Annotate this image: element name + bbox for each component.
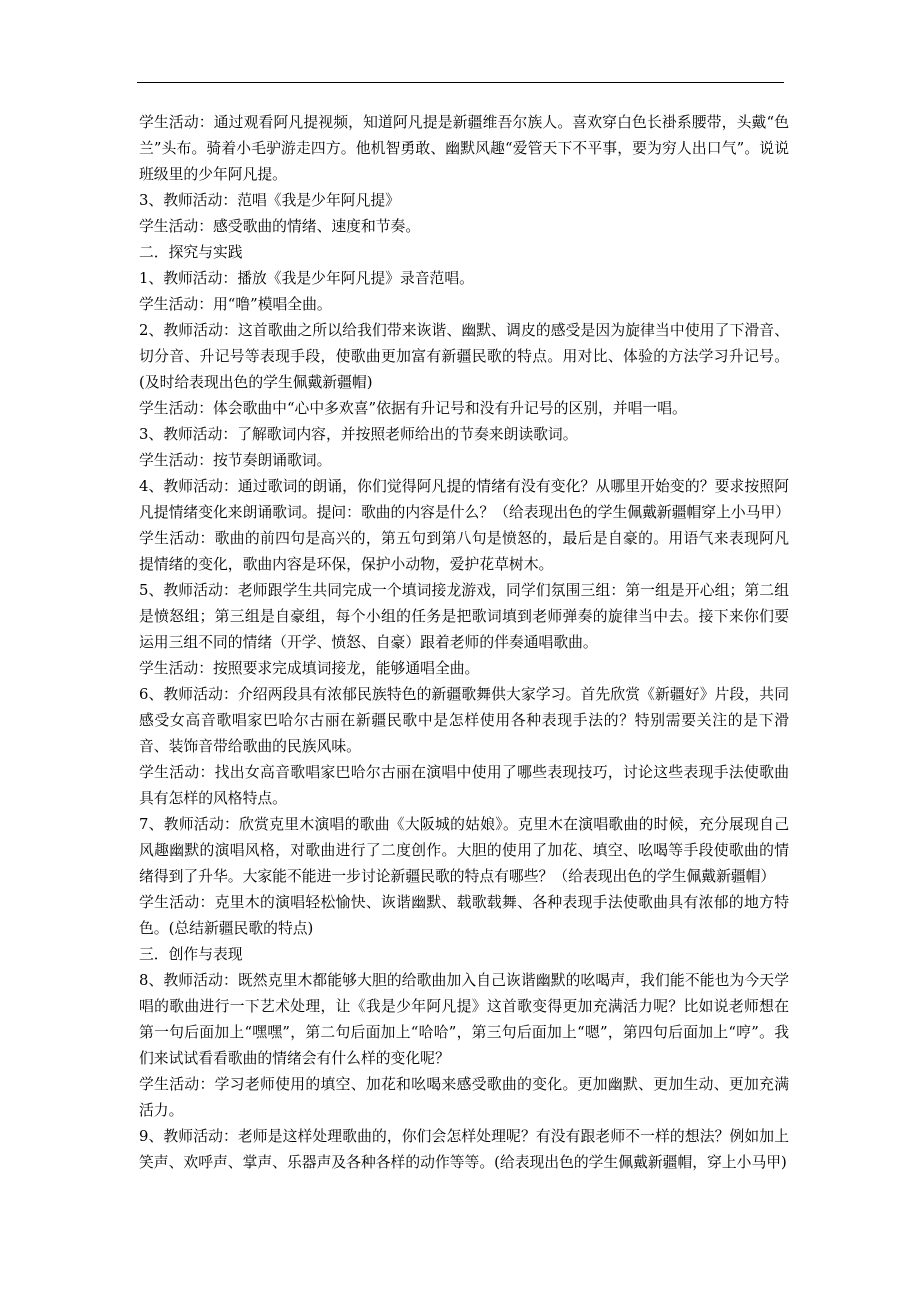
paragraph-teacher-activity-1: 1、教师活动：播放《我是少年阿凡提》录音范唱。 [139,270,474,287]
paragraph-teacher-activity-4: 4、教师活动：通过歌词的朗诵，你们觉得阿凡提的情绪有没有变化？从哪里开始变的？要求按照阿凡提情绪变化来朗诵歌词。提问：歌曲的内容是什么？（给表现出色的学生佩戴新疆帽穿上小马甲） [139,478,791,521]
paragraph-student-activity: 学生活动：歌曲的前四句是高兴的，第五句到第八句是愤怒的，最后是自豪的。用语气来表现阿凡提情绪的变化，歌曲内容是环保，保护小动物，爱护花草树木。 [139,530,789,573]
paragraph-student-activity: 学生活动：用“噜”模唱全曲。 [139,296,332,313]
header-rule [137,82,784,83]
paragraph-student-activity-intro: 学生活动：通过观看阿凡提视频，知道阿凡提是新疆维吾尔族人。喜欢穿白色长褂系腰带，头戴“色兰”头布。骑着小毛驴游走四方。他机智勇敢、幽默风趣“爱管天下不平事，要为穷人出口气”。说说班级里的少年阿凡提。 [139,114,789,183]
paragraph-teacher-activity-8: 8、教师活动：既然克里木都能够大胆的给歌曲加入自己诙谐幽默的吆喝声，我们能不能也为今天学唱的歌曲进行一下艺术处理，让《我是少年阿凡提》这首歌变得更加充满活力呢？比如说老师想在第一句后面加上“嘿嘿”，第二句后面加上“哈哈”，第三句后面加上“嗯”，第四句后面加上“哼”。我们来试试看看歌曲的情绪会有什么样的变化呢？ [139,972,789,1067]
section-heading-explore-practice: 二．探究与实践 [139,244,243,261]
paragraph-student-activity: 学生活动：克里木的演唱轻松愉快、诙谐幽默、载歌载舞、各种表现手法使歌曲具有浓郁的地方特色。(总结新疆民歌的特点) [139,894,789,937]
paragraph-teacher-activity-3: 3、教师活动：范唱《我是少年阿凡提》 [139,192,400,209]
paragraph-teacher-activity-2: 2、教师活动：这首歌曲之所以给我们带来诙谐、幽默、调皮的感受是因为旋律当中使用了下滑音、切分音、升记号等表现手段，使歌曲更加富有新疆民歌的特点。用对比、体验的方法学习升记号。(及时给表现出色的学生佩戴新疆帽) [139,322,789,391]
paragraph-student-activity: 学生活动：体会歌曲中“心中多欢喜”依据有升记号和没有升记号的区别，并唱一唱。 [139,400,687,417]
paragraph-teacher-activity-5: 5、教师活动：老师跟学生共同完成一个填词接龙游戏，同学们氛围三组：第一组是开心组；第二组是愤怒组；第三组是自豪组，每个小组的任务是把歌词填到老师弹奏的旋律当中去。接下来你们要运用三组不同的情绪（开学、愤怒、自豪）跟着老师的伴奏通唱歌曲。 [139,582,789,651]
paragraph-teacher-activity-7: 7、教师活动：欣赏克里木演唱的歌曲《大阪城的姑娘》。克里木在演唱歌曲的时候，充分展现自己风趣幽默的演唱风格，对歌曲进行了二度创作。大胆的使用了加花、填空、吆喝等手段使歌曲的情绪得到了升华。大家能不能进一步讨论新疆民歌的特点有哪些？（给表现出色的学生佩戴新疆帽） [139,816,789,885]
paragraph-teacher-activity-3b: 3、教师活动：了解歌词内容，并按照老师给出的节奏来朗读歌词。 [139,426,578,443]
document-body [139,110,789,1176]
paragraph-student-activity: 学生活动：找出女高音歌唱家巴哈尔古丽在演唱中使用了哪些表现技巧，讨论这些表现手法使歌曲具有怎样的风格特点。 [139,764,789,807]
paragraph-student-activity: 学生活动：感受歌曲的情绪、速度和节奏。 [139,218,421,235]
paragraph-student-activity: 学生活动：按节奏朗诵歌词。 [139,452,332,469]
paragraph-teacher-activity-9: 9、教师活动：老师是这样处理歌曲的，你们会怎样处理呢？有没有跟老师不一样的想法？例如加上笑声、欢呼声、掌声、乐器声及各种各样的动作等等。(给表现出色的学生佩戴新疆帽，穿上小马甲) [139,1128,789,1171]
paragraph-student-activity: 学生活动：学习老师使用的填空、加花和吆喝来感受歌曲的变化。更加幽默、更加生动、更加充满活力。 [139,1076,789,1119]
paragraph-teacher-activity-6: 6、教师活动：介绍两段具有浓郁民族特色的新疆歌舞供大家学习。首先欣赏《新疆好》片段，共同感受女高音歌唱家巴哈尔古丽在新疆民歌中是怎样使用各种表现手法的？特别需要关注的是下滑音、装饰音带给歌曲的民族风味。 [139,686,789,755]
section-heading-create-perform: 三．创作与表现 [139,946,243,963]
paragraph-student-activity: 学生活动：按照要求完成填词接龙，能够通唱全曲。 [139,660,480,677]
